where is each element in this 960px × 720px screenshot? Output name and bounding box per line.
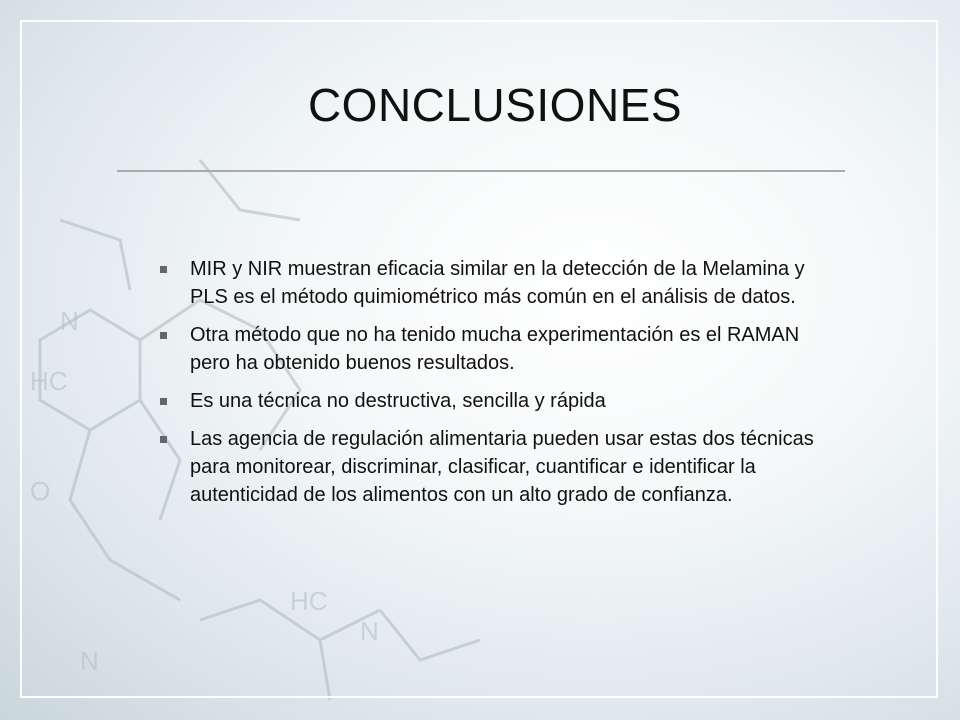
bullet-item	[160, 387, 820, 415]
title-divider	[117, 170, 845, 172]
bullet-item	[160, 255, 820, 311]
slide-title: CONCLUSIONES	[307, 79, 683, 131]
bullet-item	[160, 321, 820, 377]
square-bullet-icon	[160, 332, 167, 339]
svg-text:N: N	[360, 616, 379, 646]
svg-text:N: N	[60, 306, 79, 336]
bullet-text: Las agencia de regulación alimentaria pueden usar estas dos técnicas para monitorear, discriminar, clasificar, cuantificar e identificar la autenticidad de los alimentos con un alto grado de confianza.	[190, 428, 814, 506]
square-bullet-icon	[160, 398, 167, 405]
svg-text:HC: HC	[290, 586, 328, 616]
square-bullet-icon	[160, 436, 167, 443]
bullet-text: MIR y NIR muestran eficacia similar en la detección de la Melamina y PLS es el método quimiométrico más común en el análisis de datos.	[190, 258, 805, 308]
bullet-text: Otra método que no ha tenido mucha experimentación es el RAMAN pero ha obtenido buenos resultados.	[190, 324, 800, 374]
bullet-list	[160, 255, 820, 519]
svg-text:N: N	[80, 646, 99, 676]
bullet-text: Es una técnica no destructiva, sencilla y rápida	[190, 390, 606, 412]
square-bullet-icon	[160, 266, 167, 273]
svg-text:O: O	[30, 476, 51, 506]
svg-text:HC: HC	[30, 366, 68, 396]
bullet-item	[160, 425, 820, 509]
